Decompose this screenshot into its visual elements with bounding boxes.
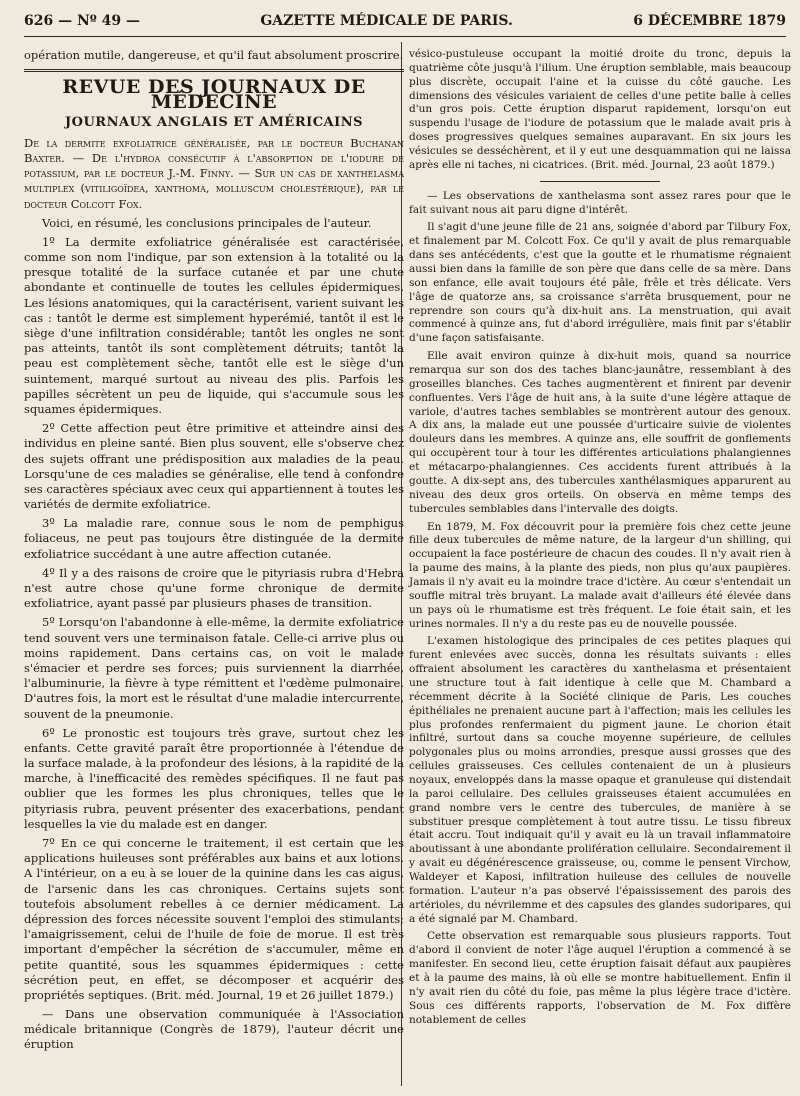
section-title: REVUE DES JOURNAUX DE MÉDECINE [62, 76, 366, 114]
issue-date: 6 DÉCEMBRE 1879 [633, 13, 786, 29]
paragraph: 5º Lorsqu'on l'abandonne à elle-même, la dermite exfoliatrice tend souvent vers une terminaison fatale. Celle-ci arrive plus ou moins rapidement. Dans certains cas, on voit le malade s'émacier et perdre ses forces; puis surviennent la diarrhée, l'albuminurie, la fièvre à type rémittent et l'œdème pulmonaire. D'autres fois, la mort est le résultat d'une maladie intercurrente, souvent de la pneumonie. [24, 615, 404, 721]
left-column [24, 48, 404, 1057]
paragraph: vésico-pustuleuse occupant la moitié droite du tronc, depuis la quatrième côte jusqu'à l'ilium. Une éruption semblable, mais beaucoup plus discrète, occupait l'aine et la cuisse du côté gauche. Les dimensions des vésicules variaient de celles d'une petite balle à celles d'un gros pois. Cette éruption disparut rapidement, lorsqu'on eut suspendu l'usage de l'iodure de potassium que le malade avait pris à doses progressives quelques semaines auparavant. En six jours les vésicules se desséchèrent, et il y eut une desquammation qui ne laissa après elle ni taches, ni cicatrices. (Brit. méd. Journal, 23 août 1879.) [409, 48, 791, 171]
section-subtitle: JOURNAUX ANGLAIS ET AMÉRICAINS [65, 114, 363, 130]
page-number: 626 — Nº 49 — [24, 13, 140, 29]
running-head [24, 13, 786, 35]
section-rule [24, 69, 404, 72]
paragraph: Elle avait environ quinze à dix-huit mois, quand sa nourrice remarqua sur son dos des taches blanc-jaunâtre, ressemblant à des groseilles blanches. Ces taches augmentèrent et finirent par devenir confluentes. Vers l'âge de huit ans, à la suite d'une légère attaque de variole, d'autres taches semblables se montrèrent autour des genoux. A dix ans, la malade eut une poussée d'urticaire suivie de violentes douleurs dans les membres. A quinze ans, elle souffrit de gonflements qui occupèrent tour à tour les différentes articulations phalangiennes et métacarpo-phalangiennes. Ces accidents furent attribués à la goutte. A dix-sept ans, des tubercules xanthélasmiques apparurent au niveau des deux gros orteils. On observa en même temps des tubercules semblables dans l'intervalle des doigts. [409, 350, 791, 515]
paragraph: En 1879, M. Fox découvrit pour la première fois chez cette jeune fille deux tubercules de même nature, de la largeur d'un shilling, qui occupaient la face postérieure de chacun des coudes. Il n'y avait rien à la paume des mains, à la plante des pieds, non plus qu'aux paupières. Jamais il n'y avait eu la moindre trace d'ictère. Au cœur s'entendait un souffle mitral très bruyant. La malade avait d'ailleurs été élevée dans un pays où le rhumatisme est très fréquent. Le foie était sain, et les urines normales. Il n'y a du reste pas eu de nouvelle poussée. [409, 520, 791, 630]
header-rule [24, 36, 786, 37]
paragraph: 1º La dermite exfoliatrice généralisée est caractérisée, comme son nom l'indique, par son extension à la totalité ou la presque totalité de la surface cutanée et par une chute abondante et continuelle de toutes les cellules épidermiques. Les lésions anatomiques, qui la caractérisent, varient suivant les cas : tantôt le derme est simplement hyperémié, tantôt il est le siège d'une infiltration considérable; tantôt les ongles ne sont pas atteints, tantôt ils sont complètement détruits; tantôt la peau est complètement sèche, tantôt elle est le siège d'un suintement, marqué surtout au niveau des plis. Parfois les papilles sécrètent un peu de liquide, qui s'accumule sous les squames épidermiques. [24, 234, 404, 416]
paragraph: L'examen histologique des principales de ces petites plaques qui furent enlevées avec succès, donna les résultats suivants : elles offraient absolument les caractères du xanthelasma et présentaient une structure tout à fait identique à celle que M. Chambard a récemment décrite à la Société clinique de Paris. Les couches épithéliales ne prenaient aucune part à l'affection; mais les cellules les plus profondes renfermaient du pigment jaune. Le chorion était infiltré, surtout dans sa couche moyenne supérieure, de cellules polygonales plus ou moins arrondies, presque aussi grosses que des cellules graisseuses. Ces cellules contenaient de un à plusieurs noyaux, enveloppés dans la masse opaque et granuleuse qui distendait la paroi cellulaire. Des cellules graisseuses étaient accumulées en grand nombre vers le centre des tubercules, de manière à se substituer presque complètement à tout autre tissu. Le tissu fibreux était accru. Tout indiquait qu'il y avait eu là un travail inflammatoire aboutissant à une abondante prolifération cellulaire. Secondairement il y avait eu dégénérescence graisseuse, ou, comme le pensent Virchow, Waldeyer et Kaposi, infiltration huileuse des cellules de nouvelle formation. L'auteur n'a pas observé l'épaississement des parois des artérioles, du névrilemme et des capsules des glandes sudoripares, qui a été signalé par M. Chambard. [409, 635, 791, 925]
paragraph: 6º Le pronostic est toujours très grave, surtout chez les enfants. Cette gravité paraît être proportionnée à l'étendue de la surface malade, à la profondeur des lésions, à la rapidité de la marche, à l'inefficacité des remèdes spécifiques. Il ne faut pas oublier que les formes les plus chroniques, telles que le pityriasis rubra, peuvent présenter des exacerbations, pendant lesquelles la vie du malade est en danger. [24, 725, 404, 831]
paragraph: Cette observation est remarquable sous plusieurs rapports. Tout d'abord il convient de noter l'âge auquel l'éruption a commencé à se manifester. En second lieu, cette éruption faisait défaut aux paupières et à la paume des mains, là où elle se montre habituellement. Enfin il n'y avait rien du côté du foie, pas même la plus légère trace d'ictère. Sous ces différents rapports, l'observation de M. Fox diffère notablement de celles [409, 930, 791, 1026]
left-intro: opération mutile, dangereuse, et qu'il faut absolument proscrire. [24, 48, 404, 62]
right-column [409, 48, 791, 1031]
paragraph: Il s'agit d'une jeune fille de 21 ans, soignée d'abord par Tilbury Fox, et finalement par M. Colcott Fox. Ce qu'il y avait de plus remarquable dans ses antécédents, c'est que la goutte et le rhumatisme régnaient aussi bien dans la famille de son père que dans celle de sa mère. Dans son enfance, elle avait toujours été pâle, frêle et très délicate. Vers l'âge de quatorze ans, sa croissance s'arrêta brusquement, pour ne reprendre son cours qu'à dix-huit ans. La menstruation, qui avait commencé à quinze ans, fut d'abord irrégulière, mais finit par s'établir d'une façon satisfaisante. [409, 221, 791, 345]
journal-title: GAZETTE MÉDICALE DE PARIS. [260, 13, 513, 29]
paragraph: Voici, en résumé, les conclusions principales de l'auteur. [42, 215, 372, 230]
paragraph: 7º En ce qui concerne le traitement, il est certain que les applications huileuses sont préférables aux bains et aux lotions. A l'intérieur, on a eu à se louer de la quinine dans les cas aigus, de l'arsenic dans les cas chroniques. Certains sujets sont toutefois absolument rebelles à ce dernier médicament. La dépression des forces nécessite souvent l'emploi des stimulants; l'amaigrissement, celui de l'huile de foie de morue. Il est très important d'empêcher la sécrétion de s'accumuler, même en petite quantité, sous les squammes épidermiques : cette sécrétion peut, en effet, se décomposer et acquérir des propriétés septiques. (Brit. méd. Journal, 19 et 26 juillet 1879.) [24, 836, 404, 1002]
paragraph: 4º Il y a des raisons de croire que le pityriasis rubra d'Hebra n'est autre chose qu'une forme chronique de dermite exfoliatrice, ayant passé par plusieurs phases de transition. [24, 565, 404, 611]
paragraph: 2º Cette affection peut être primitive et atteindre ainsi des individus en pleine santé. Bien plus souvent, elle s'observe chez des sujets offrant une prédisposition aux maladies de la peau. Lorsqu'une de ces maladies se généralise, elle tend à confondre ses caractères spéciaux avec ceux qui appartiennent à toutes les variétés de dermite exfoliatrice. [24, 421, 404, 512]
paragraph: 3º La maladie rare, connue sous le nom de pemphigus foliaceus, ne peut pas toujours être distinguée de la dermite exfoliatrice succédant à une autre affection cutanée. [24, 516, 404, 561]
paragraph: — Les observations de xanthelasma sont assez rares pour que le fait suivant nous ait paru digne d'intérêt. [409, 189, 791, 216]
short-rule [540, 181, 660, 182]
paragraph: — Dans une observation communiquée à l'Association médicale britannique (Congrès de 1879), l'auteur décrit une éruption [24, 1007, 404, 1052]
contents-summary: De la dermite exfoliatrice généralisée, par le docteur Buchanan Baxter. — De l'hydroa consécutif à l'absorption de l'iodure de potassium, par le docteur J.-M. Finny. — Sur un cas de xanthelasma multiplex (vitiligoïdea, xanthoma, molluscum cholestérique), par le docteur Colcott Fox. [24, 135, 404, 211]
